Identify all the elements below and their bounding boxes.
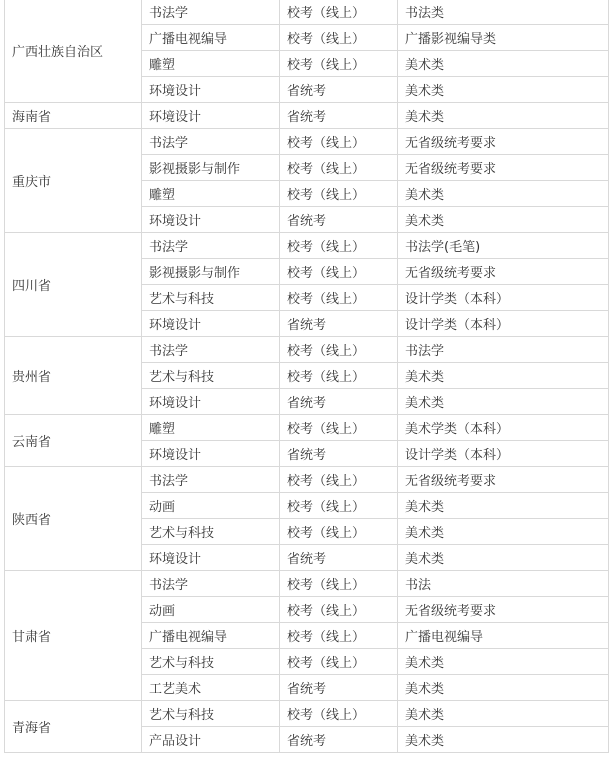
major-cell: 艺术与科技: [142, 649, 280, 675]
category-cell: 设计学类（本科）: [398, 285, 609, 311]
exam-type-cell: 省统考: [280, 675, 398, 701]
category-cell: 广播影视编导类: [398, 25, 609, 51]
table-row: [5, 129, 609, 155]
major-cell: 书法学: [142, 233, 280, 259]
major-cell: 环境设计: [142, 441, 280, 467]
table-row: [5, 467, 609, 493]
province-cell: 青海省: [5, 701, 142, 753]
exam-type-cell: 省统考: [280, 103, 398, 129]
major-cell: 艺术与科技: [142, 701, 280, 727]
major-cell: 影视摄影与制作: [142, 259, 280, 285]
major-cell: 环境设计: [142, 545, 280, 571]
exam-type-cell: 校考（线上）: [280, 285, 398, 311]
table-row: [5, 0, 609, 25]
category-cell: 美术类: [398, 493, 609, 519]
category-cell: 书法类: [398, 0, 609, 25]
admissions-table: [4, 0, 609, 753]
exam-type-cell: 校考（线上）: [280, 519, 398, 545]
category-cell: 无省级统考要求: [398, 597, 609, 623]
major-cell: 书法学: [142, 129, 280, 155]
exam-type-cell: 校考（线上）: [280, 337, 398, 363]
major-cell: 艺术与科技: [142, 363, 280, 389]
major-cell: 雕塑: [142, 51, 280, 77]
major-cell: 动画: [142, 493, 280, 519]
major-cell: 雕塑: [142, 181, 280, 207]
category-cell: 美术类: [398, 77, 609, 103]
major-cell: 环境设计: [142, 77, 280, 103]
exam-type-cell: 省统考: [280, 311, 398, 337]
major-cell: 环境设计: [142, 389, 280, 415]
major-cell: 书法学: [142, 571, 280, 597]
category-cell: 无省级统考要求: [398, 155, 609, 181]
exam-type-cell: 省统考: [280, 545, 398, 571]
category-cell: 美术类: [398, 181, 609, 207]
category-cell: 美术类: [398, 363, 609, 389]
major-cell: 影视摄影与制作: [142, 155, 280, 181]
category-cell: 美术类: [398, 519, 609, 545]
exam-type-cell: 校考（线上）: [280, 571, 398, 597]
province-cell: 广西壮族自治区: [5, 0, 142, 103]
major-cell: 书法学: [142, 337, 280, 363]
major-cell: 雕塑: [142, 415, 280, 441]
category-cell: 美术类: [398, 51, 609, 77]
table-row: [5, 571, 609, 597]
category-cell: 美术类: [398, 675, 609, 701]
table-row: [5, 233, 609, 259]
exam-type-cell: 校考（线上）: [280, 233, 398, 259]
table-row: [5, 337, 609, 363]
major-cell: 环境设计: [142, 207, 280, 233]
province-cell: 甘肃省: [5, 571, 142, 701]
province-cell: 重庆市: [5, 129, 142, 233]
category-cell: 无省级统考要求: [398, 467, 609, 493]
major-cell: 动画: [142, 597, 280, 623]
major-cell: 环境设计: [142, 103, 280, 129]
exam-type-cell: 省统考: [280, 441, 398, 467]
table-row: [5, 701, 609, 727]
category-cell: 美术类: [398, 103, 609, 129]
category-cell: 美术类: [398, 727, 609, 753]
category-cell: 设计学类（本科）: [398, 441, 609, 467]
exam-type-cell: 校考（线上）: [280, 129, 398, 155]
major-cell: 书法学: [142, 0, 280, 25]
major-cell: 艺术与科技: [142, 519, 280, 545]
major-cell: 广播电视编导: [142, 623, 280, 649]
exam-type-cell: 校考（线上）: [280, 155, 398, 181]
exam-type-cell: 省统考: [280, 389, 398, 415]
category-cell: 书法学: [398, 337, 609, 363]
exam-type-cell: 校考（线上）: [280, 415, 398, 441]
province-cell: 海南省: [5, 103, 142, 129]
major-cell: 产品设计: [142, 727, 280, 753]
major-cell: 艺术与科技: [142, 285, 280, 311]
exam-type-cell: 校考（线上）: [280, 623, 398, 649]
exam-type-cell: 校考（线上）: [280, 0, 398, 25]
exam-type-cell: 省统考: [280, 207, 398, 233]
major-cell: 环境设计: [142, 311, 280, 337]
province-cell: 云南省: [5, 415, 142, 467]
major-cell: 书法学: [142, 467, 280, 493]
category-cell: 书法: [398, 571, 609, 597]
exam-type-cell: 校考（线上）: [280, 493, 398, 519]
exam-type-cell: 校考（线上）: [280, 25, 398, 51]
exam-type-cell: 校考（线上）: [280, 259, 398, 285]
category-cell: 广播电视编导: [398, 623, 609, 649]
category-cell: 设计学类（本科）: [398, 311, 609, 337]
province-cell: 贵州省: [5, 337, 142, 415]
exam-type-cell: 校考（线上）: [280, 597, 398, 623]
table-row: [5, 103, 609, 129]
category-cell: 无省级统考要求: [398, 259, 609, 285]
major-cell: 广播电视编导: [142, 25, 280, 51]
exam-type-cell: 省统考: [280, 727, 398, 753]
exam-type-cell: 校考（线上）: [280, 701, 398, 727]
category-cell: 书法学(毛笔): [398, 233, 609, 259]
category-cell: 美术类: [398, 207, 609, 233]
province-cell: 陕西省: [5, 467, 142, 571]
category-cell: 美术类: [398, 701, 609, 727]
category-cell: 美术类: [398, 649, 609, 675]
category-cell: 美术类: [398, 545, 609, 571]
table-body: [5, 0, 609, 753]
exam-type-cell: 校考（线上）: [280, 51, 398, 77]
exam-type-cell: 校考（线上）: [280, 181, 398, 207]
major-cell: 工艺美术: [142, 675, 280, 701]
exam-type-cell: 省统考: [280, 77, 398, 103]
province-cell: 四川省: [5, 233, 142, 337]
table-row: [5, 415, 609, 441]
category-cell: 美术学类（本科）: [398, 415, 609, 441]
exam-type-cell: 校考（线上）: [280, 467, 398, 493]
exam-type-cell: 校考（线上）: [280, 363, 398, 389]
category-cell: 美术类: [398, 389, 609, 415]
category-cell: 无省级统考要求: [398, 129, 609, 155]
exam-type-cell: 校考（线上）: [280, 649, 398, 675]
